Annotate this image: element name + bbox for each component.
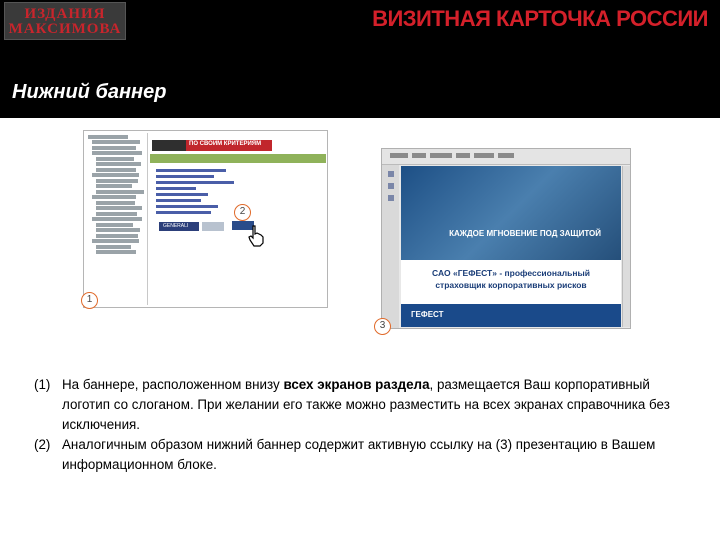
sponsor-logo-1-text: GENERALI bbox=[163, 223, 189, 229]
sponsor-logo-2[interactable] bbox=[202, 222, 224, 231]
paragraph-text bbox=[62, 375, 684, 435]
sidebar-icon[interactable] bbox=[388, 195, 394, 201]
slogan-line-2: страховщик корпоративных рисков bbox=[435, 280, 587, 290]
sponsor-logo-1[interactable] bbox=[159, 222, 199, 231]
p1-bold: всех экранов раздела bbox=[283, 377, 430, 392]
green-header-bar bbox=[150, 154, 326, 163]
vertical-scrollbar[interactable] bbox=[622, 166, 630, 327]
list-link[interactable] bbox=[156, 199, 201, 202]
callout-badge-2: 2 bbox=[234, 204, 251, 221]
paragraph-number: (1) bbox=[34, 377, 51, 392]
list-link[interactable] bbox=[156, 193, 208, 196]
paragraph-text: Аналогичным образом нижний баннер содержит активную ссылку на (3) презентацию в Вашем информационном блоке. bbox=[62, 437, 656, 472]
toolbar-item[interactable] bbox=[498, 153, 514, 158]
logo-line-2: МАКСИМОВА bbox=[8, 21, 122, 37]
list-link[interactable] bbox=[156, 211, 211, 214]
callout-badge-3: 3 bbox=[374, 318, 391, 335]
hand-cursor-icon bbox=[248, 225, 264, 247]
list-link[interactable] bbox=[156, 205, 218, 208]
brand-title: ВИЗИТНАЯ КАРТОЧКА РОССИИ bbox=[372, 6, 708, 31]
gefest-logo: ГЕФЕСТ bbox=[411, 310, 444, 319]
toolbar-item[interactable] bbox=[390, 153, 408, 158]
list-link[interactable] bbox=[156, 169, 226, 172]
list-link[interactable] bbox=[156, 187, 196, 190]
toolbar-item[interactable] bbox=[412, 153, 426, 158]
slide-photo bbox=[401, 166, 621, 260]
slide-footer bbox=[401, 304, 621, 327]
paragraph-1 bbox=[34, 375, 684, 435]
list-link[interactable] bbox=[156, 181, 234, 184]
p1-pre: На баннере, расположенном внизу bbox=[62, 377, 284, 392]
presentation-slide bbox=[401, 166, 621, 327]
screenshot-directory-page bbox=[83, 130, 328, 308]
publisher-logo[interactable] bbox=[4, 2, 126, 40]
header-bar bbox=[0, 0, 720, 118]
screenshot-presentation bbox=[381, 148, 631, 329]
slogan-panel bbox=[401, 260, 621, 304]
thumbnail-sidebar bbox=[382, 165, 399, 328]
callout-badge-1: 1 bbox=[81, 292, 98, 309]
toolbar-item[interactable] bbox=[430, 153, 452, 158]
tree-navigation bbox=[88, 133, 143, 263]
slide-heading: КАЖДОЕ МГНОВЕНИЕ ПОД ЗАЩИТОЙ bbox=[449, 229, 601, 238]
logo-line-1: ИЗДАНИЯ bbox=[24, 6, 106, 22]
toolbar-item[interactable] bbox=[456, 153, 470, 158]
description-text bbox=[34, 375, 684, 475]
banner-text: ПО СВОИМ КРИТЕРИЯМ bbox=[189, 141, 262, 147]
toolbar-item[interactable] bbox=[474, 153, 494, 158]
slogan-line-1: САО «ГЕФЕСТ» - профессиональный bbox=[432, 268, 590, 278]
criteria-banner[interactable] bbox=[152, 140, 272, 151]
p1-post: , размещается Ваш корпоративный логотип со слоганом. При желании его также можно разместить на всех экранах справочника без исключения. bbox=[62, 377, 670, 432]
pane-divider[interactable] bbox=[147, 133, 148, 305]
section-title: Нижний баннер bbox=[12, 81, 167, 103]
sidebar-icon[interactable] bbox=[388, 183, 394, 189]
paragraph-2 bbox=[34, 435, 684, 475]
sidebar-icon[interactable] bbox=[388, 171, 394, 177]
banner-dark-block bbox=[152, 140, 186, 151]
list-link[interactable] bbox=[156, 175, 214, 178]
viewer-toolbar bbox=[382, 149, 630, 165]
paragraph-number: (2) bbox=[34, 437, 51, 452]
